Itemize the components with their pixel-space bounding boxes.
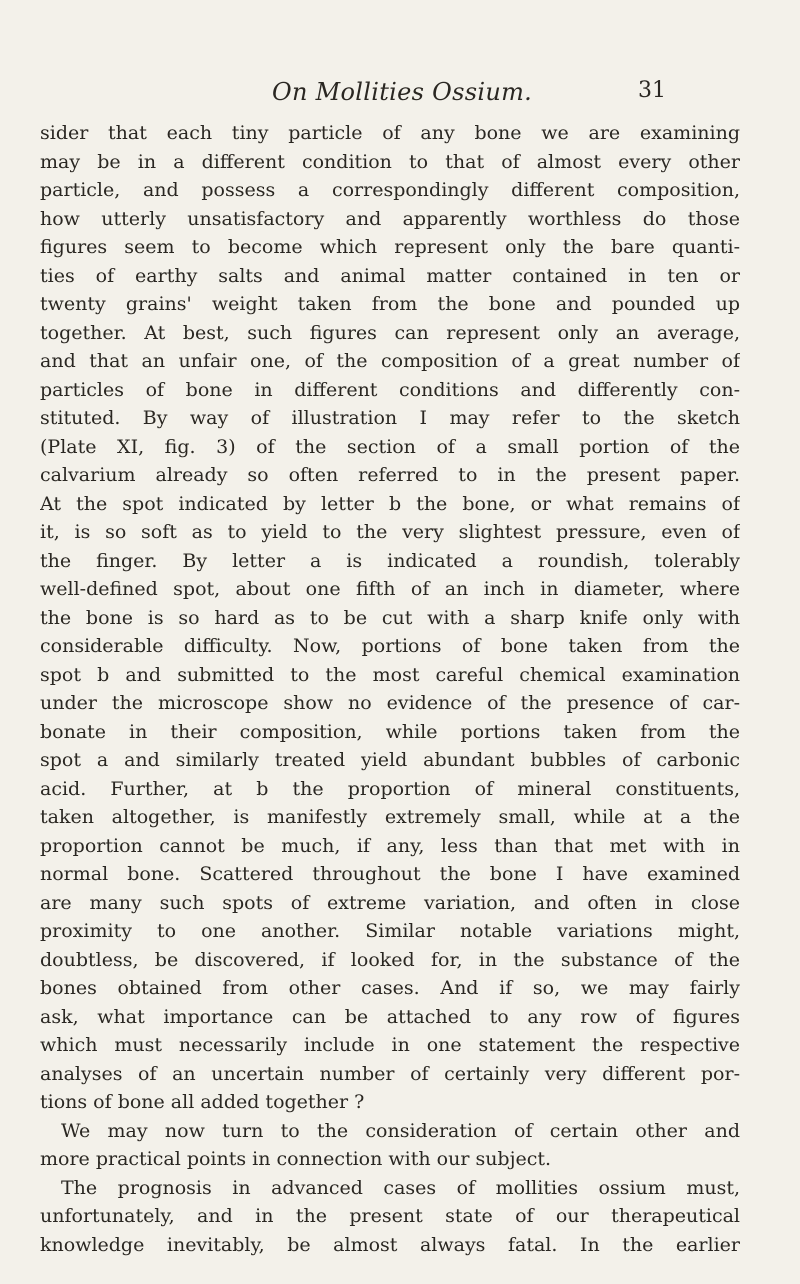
text-line: bones obtained from other cases. And if so, we may fairly (40, 977, 740, 999)
text-line: figures seem to become which represent only the bare quanti- (40, 236, 740, 258)
running-title: On Mollities Ossium. (272, 78, 533, 106)
text-line: under the microscope show no evidence of the presence of car- (40, 692, 740, 714)
text-line: more practical points in connection with our subject. (40, 1148, 552, 1170)
text-line: how utterly unsatisfactory and apparently worthless do those (40, 207, 740, 230)
text-line: tions of bone all added together ? (40, 1091, 365, 1113)
text-line: spot b and submitted to the most careful chemical examination (40, 663, 740, 686)
text-line: proximity to one another. Similar notable variations might, (40, 920, 740, 942)
text-line: bonate in their composition, while portions taken from the (40, 720, 740, 743)
text-line: together. At best, such figures can represent only an average, (40, 321, 740, 344)
text-line: analyses of an uncertain number of certainly very different por- (40, 1062, 740, 1085)
text-line: acid. Further, at b the proportion of mineral constituents, (40, 777, 740, 800)
text-line: ties of earthy salts and animal matter contained in ten or (40, 264, 740, 287)
text-line: (Plate XI, fig. 3) of the section of a small portion of the (40, 435, 740, 458)
text-line: it, is so soft as to yield to the very slightest pressure, even of (40, 521, 740, 543)
body-text (40, 119, 740, 1259)
running-header (0, 78, 800, 114)
text-line: considerable difficulty. Now, portions of bone taken from the (40, 635, 740, 657)
text-line: spot a and similarly treated yield abundant bubbles of carbonic (40, 749, 740, 771)
text-line: proportion cannot be much, if any, less than that met with in (40, 834, 740, 857)
text-line: knowledge inevitably, be almost always fatal. In the earlier (40, 1233, 740, 1256)
text-line: the bone is so hard as to be cut with a sharp knife only with (40, 606, 740, 629)
text-line: The prognosis in advanced cases of mollities ossium must, (61, 1176, 740, 1199)
text-line: We may now turn to the consideration of certain other and (61, 1119, 740, 1142)
text-line: are many such spots of extreme variation, and often in close (40, 891, 740, 914)
text-line: At the spot indicated by letter b the bone, or what remains of (40, 492, 740, 515)
text-line: and that an unfair one, of the composition of a great number of (40, 350, 740, 372)
text-line: normal bone. Scattered throughout the bone I have examined (40, 863, 740, 885)
text-line: calvarium already so often referred to in the present paper. (40, 464, 740, 486)
page-number: 31 (638, 78, 666, 103)
text-line: particles of bone in different conditions and differently con- (40, 378, 740, 401)
text-line: doubtless, be discovered, if looked for, in the substance of the (40, 948, 740, 971)
text-line: well-defined spot, about one fifth of an inch in diameter, where (40, 578, 740, 600)
text-line: unfortunately, and in the present state of our therapeutical (40, 1205, 740, 1227)
text-line: twenty grains' weight taken from the bone and pounded up (40, 293, 740, 315)
text-line: sider that each tiny particle of any bone we are examining (40, 122, 740, 144)
text-line: may be in a different condition to that of almost every other (40, 150, 740, 173)
text-line: which must necessarily include in one statement the respective (40, 1034, 740, 1056)
text-line: the finger. By letter a is indicated a roundish, tolerably (40, 549, 740, 572)
text-line: taken altogether, is manifestly extremely small, while at a the (40, 806, 740, 828)
text-line: particle, and possess a correspondingly different composition, (40, 179, 740, 201)
text-line: stituted. By way of illustration I may refer to the sketch (40, 407, 740, 429)
text-line: ask, what importance can be attached to any row of figures (40, 1005, 740, 1028)
